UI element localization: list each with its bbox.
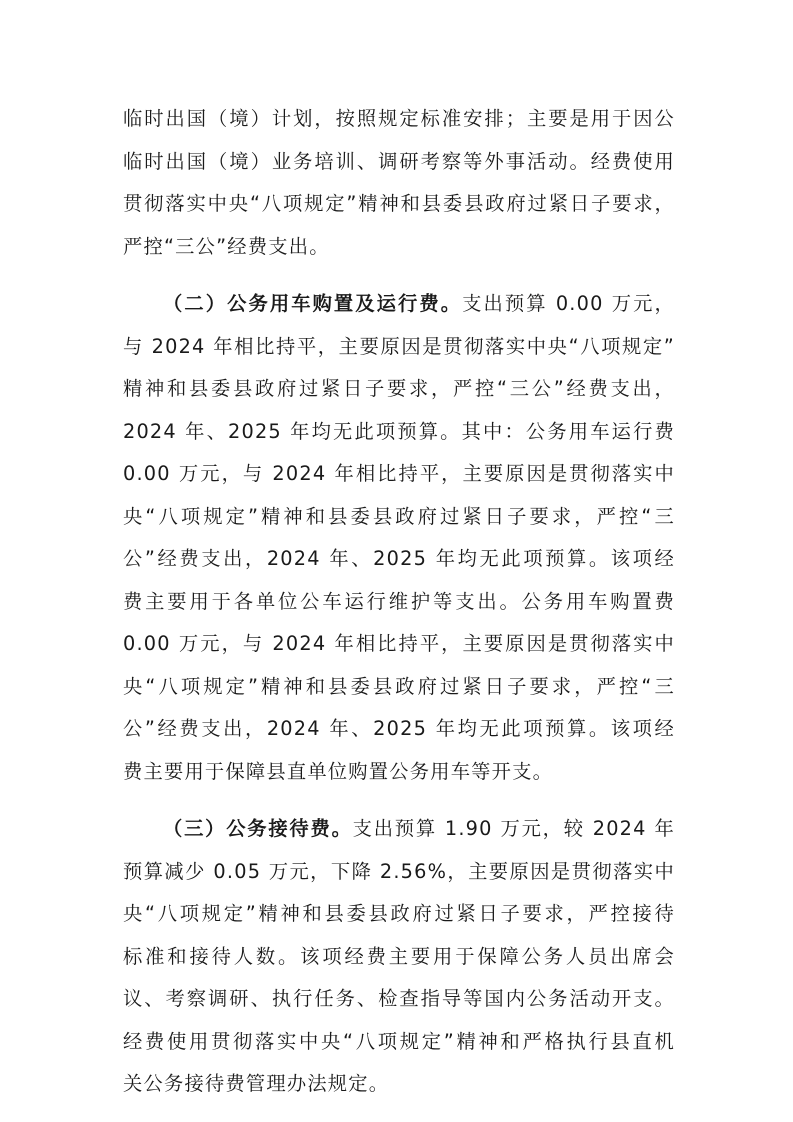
paragraph-vehicle-expense <box>123 283 675 793</box>
text-line: 央“八项规定”精神和县委县政府过紧日子要求，严控接待 <box>123 902 675 925</box>
section-text: 支出预算 0.00 万元， <box>462 292 675 315</box>
text-line: 临时出国（境）业务培训、调研考察等外事活动。经费使用 <box>123 149 675 173</box>
text-line: 与 2024 年相比持平，主要原因是贯彻落实中央“八项规定” <box>123 334 675 358</box>
text-line: 公”经费支出，2024 年、2025 年均无此项预算。该项经 <box>123 547 675 570</box>
text-line: 2024 年、2025 年均无此项预算。其中：公务用车运行费 <box>123 419 675 443</box>
text-line: 议、考察调研、执行任务、检查指导等国内公务活动开支。 <box>123 987 675 1010</box>
text-line: 央“八项规定”精神和县委县政府过紧日子要求，严控“三 <box>123 674 675 698</box>
section-text: 支出预算 1.90 万元，较 2024 年 <box>352 817 675 840</box>
text-line: 标准和接待人数。该项经费主要用于保障公务人员出席会 <box>123 944 675 968</box>
text-line: 精神和县委县政府过紧日子要求，严控“三公”经费支出， <box>123 377 675 400</box>
text-line: 0.00 万元，与 2024 年相比持平，主要原因是贯彻落实中 <box>123 632 675 655</box>
text-line: 费主要用于保障县直单位购置公务用车等开支。 <box>123 759 554 783</box>
document-body <box>123 98 675 1121</box>
text-line: 费主要用于各单位公车运行维护等支出。公务用车购置费 <box>123 589 675 613</box>
text-line: 央“八项规定”精神和县委县政府过紧日子要求，严控“三 <box>123 504 675 528</box>
text-line: 贯彻落实中央“八项规定”精神和县委县政府过紧日子要求， <box>123 192 675 215</box>
text-line: 公”经费支出，2024 年、2025 年均无此项预算。该项经 <box>123 717 675 740</box>
paragraph-reception-expense <box>123 808 675 1106</box>
text-line: 预算减少 0.05 万元，下降 2.56%，主要原因是贯彻落实中 <box>123 859 675 883</box>
text-line: 关公务接待费管理办法规定。 <box>123 1072 390 1095</box>
text-line: 经费使用贯彻落实中央“八项规定”精神和严格执行县直机 <box>123 1029 675 1053</box>
text-line: 0.00 万元，与 2024 年相比持平，主要原因是贯彻落实中 <box>123 462 675 485</box>
section-heading: （二）公务用车购置及运行费。 <box>163 292 463 315</box>
text-line: 临时出国（境）计划，按照规定标准安排；主要是用于因公 <box>123 107 675 130</box>
text-line: 严控“三公”经费支出。 <box>123 234 330 258</box>
paragraph-intro <box>123 98 675 268</box>
text-line <box>123 808 675 851</box>
text-line <box>123 283 675 326</box>
section-heading: （三）公务接待费。 <box>163 817 353 840</box>
